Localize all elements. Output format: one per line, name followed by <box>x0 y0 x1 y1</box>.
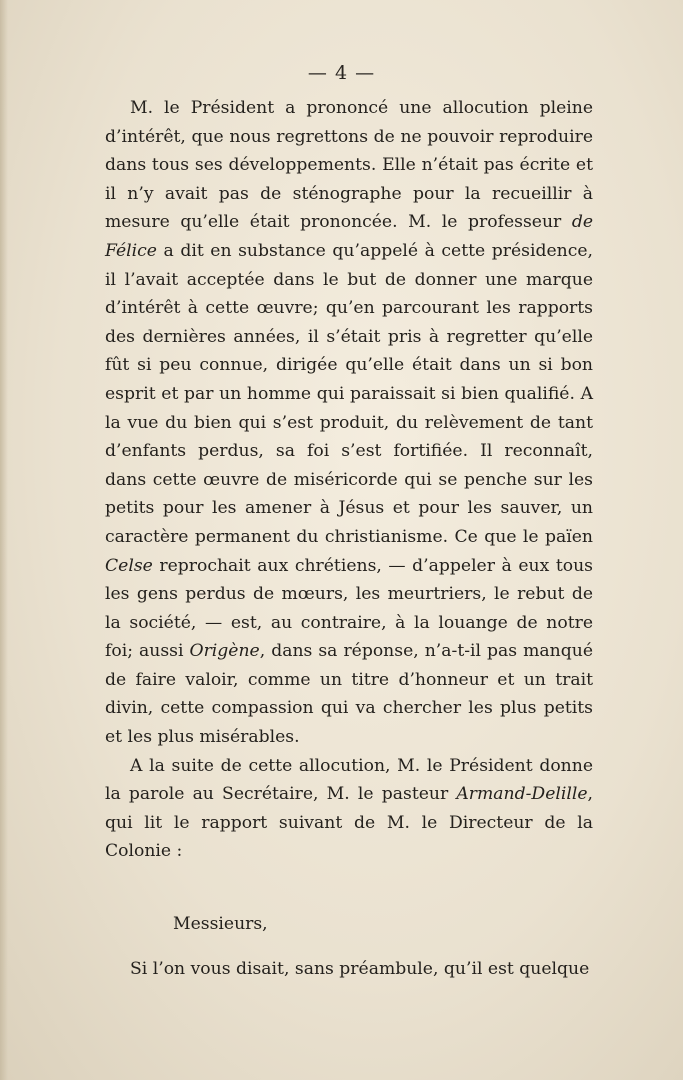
body-text <box>105 94 593 983</box>
report-opening-line: Si l’on vous disait, sans préambule, qu’il est quelque <box>130 958 590 979</box>
text-segment: , qui lit le rapport suivant de M. le Directeur de la Colonie : <box>105 784 593 862</box>
italic-name-felice: de Félice <box>105 212 593 261</box>
text-segment: , dans sa réponse, n’a-t-il pas manqué de faire valoir, comme un titre d’honneur et un trait divin, cette compassion qui va chercher les plus petits et les plus misérables. <box>105 641 593 748</box>
page-number: — 4 — <box>307 62 376 84</box>
italic-name-origene: Origène <box>189 641 260 662</box>
text-segment: reprochait aux chrétiens, — d’appeler à eux tous les gens perdus de mœurs, les meurtriers, le rebut de la société, — est, au contraire, à la louange de notre foi; aussi <box>105 555 593 662</box>
italic-name-celse: Celse <box>105 555 153 576</box>
text-segment: a dit en substance qu’appelé à cette présidence, il l’avait acceptée dans le but de donner une marque d’intérêt à cette œuvre; qu’en parcourant les rapports des dernières années, il s’était pris à regretter qu’elle fût si peu connue, dirigée qu’elle était dans un si bon esprit et par un homme qui paraissait si bien qualifié. A la vue du bien qui s’est produit, du relèvement de tant d’enfants perdus, sa foi s’est fortifiée. Il reconnaît, dans cette œuvre de miséricorde qui se penche sur les petits pour les amener à Jésus et pour les sauver, un caractère permanent du christianisme. Ce que le païen <box>105 240 593 547</box>
paragraph-allocution <box>105 94 593 752</box>
salutation: Messieurs, <box>173 914 268 935</box>
text-segment: M. le Président a prononcé une allocution pleine d’intérêt, que nous regrettons de ne pouvoir reproduire dans tous ses développements. Elle n’était pas écrite et il n’y avait pas de sténographe pour la recueillir à mesure qu’elle était prononcée. M. le professeur <box>105 98 593 233</box>
italic-name-armand-delille: Armand-Delille <box>456 784 588 805</box>
text-segment: A la suite de cette allocution, M. le Président donne la parole au Secrétaire, M. le pasteur <box>105 755 593 805</box>
paragraph-secretaire <box>105 752 593 866</box>
page-binding-edge <box>0 0 8 1080</box>
